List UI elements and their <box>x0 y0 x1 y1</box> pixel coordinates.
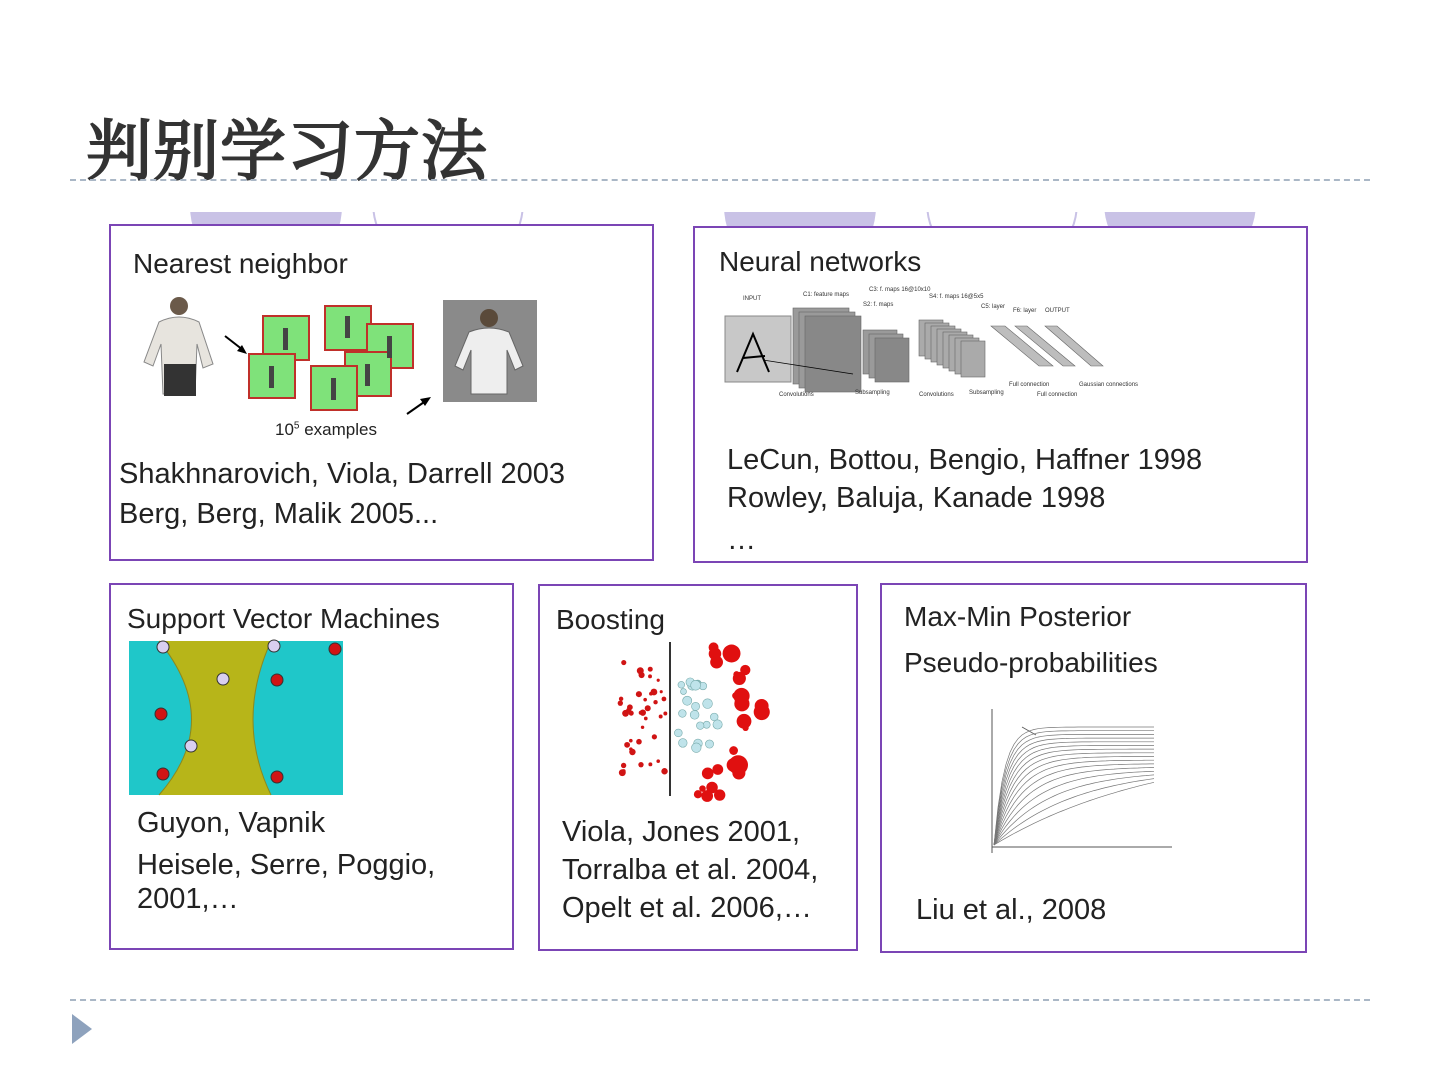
scatter-point <box>723 645 741 663</box>
diagram-label-gaussian: Gaussian connections <box>1079 382 1139 388</box>
scatter-point <box>705 740 713 748</box>
footer-divider <box>70 999 1370 1001</box>
panel-svm <box>109 583 514 950</box>
scatter-point <box>714 657 722 665</box>
probability-curve <box>994 731 1154 845</box>
probability-curve <box>994 734 1154 845</box>
scatter-point <box>627 704 633 710</box>
scatter-point <box>636 691 642 697</box>
scatter-point <box>692 702 700 710</box>
scatter-point <box>657 679 660 682</box>
boosting-scatter-illustration <box>614 640 784 800</box>
scatter-point <box>648 762 652 766</box>
scatter-point <box>678 739 687 748</box>
scatter-point <box>755 699 769 713</box>
scatter-point <box>638 672 644 678</box>
scatter-point <box>709 642 719 652</box>
diagram-label-s4: S4: f. maps 16@5x5 <box>929 294 984 300</box>
diagram-label-s2: S2: f. maps <box>863 302 894 308</box>
reference-ellipsis: … <box>727 524 756 556</box>
scatter-point <box>663 712 667 716</box>
scatter-point <box>641 726 644 729</box>
diagram-label-input: INPUT <box>743 296 761 302</box>
scatter-point <box>712 764 723 775</box>
scatter-point <box>662 697 667 702</box>
probability-curve <box>994 775 1154 845</box>
scatter-point <box>737 714 752 729</box>
scatter-point <box>622 769 626 773</box>
reference-line: Guyon, Vapnik <box>137 807 326 839</box>
scatter-point <box>652 734 657 739</box>
diagram-label-subs1: Subsampling <box>855 390 890 396</box>
scatter-point <box>648 674 652 678</box>
scatter-point <box>683 696 692 705</box>
scatter-point <box>703 721 710 728</box>
reference-line: 2001,… <box>137 883 239 915</box>
scatter-point <box>636 739 642 745</box>
panel-boosting <box>538 584 858 951</box>
diagram-label-output: OUTPUT <box>1045 308 1070 314</box>
scatter-point <box>661 768 667 774</box>
reference-line: Shakhnarovich, Viola, Darrell 2003 <box>119 458 566 490</box>
scatter-point <box>733 688 749 704</box>
probability-curve <box>994 760 1154 845</box>
title-divider <box>70 179 1370 181</box>
scatter-point <box>639 711 643 715</box>
diagram-label-conv1: Convolutions <box>779 392 814 398</box>
scatter-point <box>629 739 633 743</box>
scatter-point <box>691 680 701 690</box>
scatter-point <box>619 697 623 701</box>
scatter-point <box>674 729 682 737</box>
scatter-point <box>679 710 687 718</box>
nav-triangle-icon <box>72 1014 92 1044</box>
scatter-point <box>648 667 653 672</box>
nearest-neighbor-illustration <box>139 294 559 424</box>
scatter-point <box>728 755 748 775</box>
svm-margin-illustration <box>129 641 343 795</box>
scatter-point <box>678 681 685 688</box>
scatter-point <box>656 759 660 763</box>
scatter-point <box>629 749 635 755</box>
diagram-label-f6: F6: layer <box>1013 308 1037 314</box>
scatter-point <box>729 746 738 755</box>
reference-line: Torralba et al. 2004, <box>562 854 819 886</box>
scatter-point <box>660 690 663 693</box>
reference-line: Heisele, Serre, Poggio, <box>137 849 436 881</box>
caption-exponent: 5 <box>293 420 300 432</box>
diagram-label-c5: C5: layer <box>981 304 1006 310</box>
panel-heading: Neural networks <box>719 246 922 277</box>
scatter-point <box>653 700 657 704</box>
panel-heading: Max-Min Posterior <box>904 601 1132 632</box>
panel-heading: Support Vector Machines <box>127 603 440 634</box>
diagram-label-c3: C3: f. maps 16@10x10 <box>869 287 931 293</box>
scatter-point <box>645 705 651 711</box>
reference-line: Liu et al., 2008 <box>916 894 1107 926</box>
probability-curve <box>994 727 1154 845</box>
panel-heading: Boosting <box>556 604 665 635</box>
examples-caption <box>275 420 377 440</box>
probability-curve <box>994 782 1154 845</box>
panel-nearest-neighbor <box>109 224 654 561</box>
scatter-point <box>696 722 704 730</box>
caption-base: 10 <box>275 420 294 439</box>
scatter-point <box>659 715 663 719</box>
scatter-point <box>694 790 702 798</box>
reference-line: Berg, Berg, Malik 2005... <box>119 498 439 530</box>
scatter-point <box>618 701 623 706</box>
scatter-point <box>690 710 699 719</box>
pseudo-probability-curves <box>984 705 1184 865</box>
scatter-point <box>701 790 713 802</box>
reference-line: LeCun, Bottou, Bengio, Haffner 1998 <box>727 444 1203 476</box>
reference-line: Opelt et al. 2006,… <box>562 892 812 924</box>
feature-map <box>961 341 985 377</box>
reference-line: Viola, Jones 2001, <box>562 816 801 848</box>
scatter-point <box>680 689 686 695</box>
diagram-label-full2: Full connection <box>1037 392 1078 398</box>
panel-heading: Nearest neighbor <box>133 248 348 279</box>
scatter-point <box>644 717 648 721</box>
person-photo-left <box>144 297 213 396</box>
scatter-point <box>703 699 713 709</box>
scatter-point <box>702 768 714 780</box>
scatter-point <box>638 762 643 767</box>
scatter-point <box>651 689 658 696</box>
lenet-architecture-diagram <box>723 286 1153 396</box>
diagram-label-full1: Full connection <box>1009 382 1050 388</box>
scatter-point <box>621 763 626 768</box>
scatter-point <box>714 789 725 800</box>
scatter-point <box>624 742 630 748</box>
diagram-label-c1: C1: feature maps <box>803 292 850 298</box>
panel-subheading: Pseudo-probabilities <box>904 647 1158 678</box>
scatter-point <box>713 720 722 729</box>
diagram-label-subs2: Subsampling <box>969 390 1004 396</box>
slide-title: 判别学习方法 <box>86 113 488 190</box>
diagram-label-conv2: Convolutions <box>919 392 954 398</box>
scatter-point <box>733 671 739 677</box>
scatter-point <box>692 743 702 753</box>
panel-neural-networks <box>693 226 1308 563</box>
scatter-point <box>621 660 626 665</box>
caption-text: examples <box>299 420 377 439</box>
scatter-point <box>643 698 647 702</box>
panel-max-min-posterior <box>880 583 1307 953</box>
reference-line: Rowley, Baluja, Kanade 1998 <box>727 482 1106 514</box>
probability-curve <box>994 742 1154 845</box>
